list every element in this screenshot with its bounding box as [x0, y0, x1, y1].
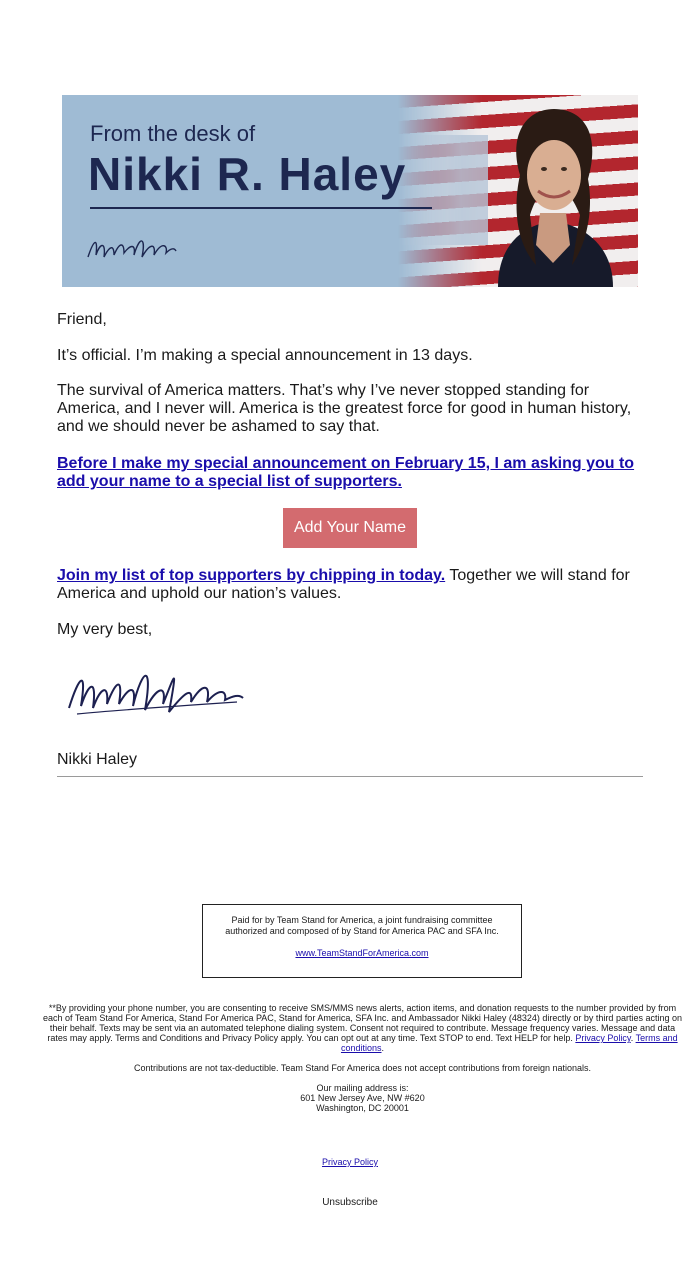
paragraph-survival: The survival of America matters. That’s why I’ve never stopped standing for America, and I never will. America is the greatest force for good in human history, and we should never be ashamed to say that. — [57, 382, 632, 435]
unsubscribe-link[interactable]: Unsubscribe — [322, 1197, 378, 1208]
add-name-link[interactable]: Before I make my special announcement on February 15, I am asking you to add your name to a special list of supporters. — [57, 455, 635, 490]
paid-for-box — [202, 904, 522, 978]
signer-name: Nikki Haley — [57, 751, 138, 768]
sms-disclaimer-text: **By providing your phone number, you are consenting to receive SMS/MMS news alerts, action items, and donation requests to the number provided by from each of Team Stand For America, Stand For America PAC, Stand for America, SFA Inc. and Ambassador Nikki Haley (48324) directly or by third parties acting on their behalf. Texts may be sent via an automated telephone dialing system. Consent not required to contribute. Message frequency varies. Message and data rates may apply. Terms and Conditions and Privacy Policy apply. You can opt out at any time. Text STOP to end. Text HELP for help. — [43, 1003, 682, 1043]
name-heading: Nikki R. Haley — [88, 148, 407, 200]
add-your-name-button[interactable]: Add Your Name — [283, 508, 417, 548]
address-line-2: Washington, DC 20001 — [316, 1103, 409, 1113]
paragraph-join — [57, 567, 643, 603]
portrait-image — [468, 95, 638, 287]
privacy-policy-link[interactable]: Privacy Policy — [321, 1157, 378, 1167]
address-line-1: 601 New Jersey Ave, NW #620 — [300, 1093, 425, 1103]
mailing-label: Our mailing address is: — [316, 1083, 409, 1093]
join-supporters-text: Together we will stand for America and uphold our nation’s values. — [57, 567, 630, 602]
signature-icon — [57, 656, 257, 732]
paragraph-add-name — [57, 455, 643, 491]
website-link[interactable]: www.TeamStandForAmerica.com — [295, 948, 429, 958]
privacy-policy-inline-link[interactable]: Privacy Policy — [575, 1033, 631, 1043]
content-divider — [57, 776, 643, 777]
banner-signature-icon — [84, 231, 180, 267]
paragraph-announcement: It’s official. I’m making a special announcement in 13 days. — [57, 347, 473, 364]
contributions-notice: Contributions are not tax-deductible. Team Stand For America does not accept contributions from foreign nationals. — [133, 1063, 592, 1073]
sms-disclaimer: **By providing your phone number, you are consenting to receive SMS/MMS news alerts, action items, and donation requests to the number provided by from each of Team Stand For America, Stand For America PAC, Stand for America, SFA Inc. and Ambassador Nikki Haley (48324) directly or by third parties acting on their behalf. Texts may be sent via an automated telephone dialing system. Consent not required to contribute. Message frequency varies. Message and data rates may apply. Terms and Conditions and Privacy Policy apply. You can opt out at any time. Text STOP to end. Text HELP for help. Privacy Policy. Terms and conditions. — [43, 1003, 682, 1053]
privacy-policy-footer — [40, 1157, 660, 1167]
paid-for-text: Paid for by Team Stand for America, a joint fundraising committee authorized and composed of by Stand for America PAC and SFA Inc. — [225, 915, 499, 936]
header-banner — [62, 95, 638, 287]
closing-line: My very best, — [57, 621, 153, 638]
desk-line: From the desk of — [90, 121, 256, 146]
join-supporters-link[interactable]: Join my list of top supporters by chipping in today. — [57, 567, 446, 584]
greeting: Friend, — [57, 311, 107, 328]
terms-conditions-link[interactable]: Terms and conditions — [340, 1033, 678, 1053]
banner-underline — [90, 207, 432, 209]
